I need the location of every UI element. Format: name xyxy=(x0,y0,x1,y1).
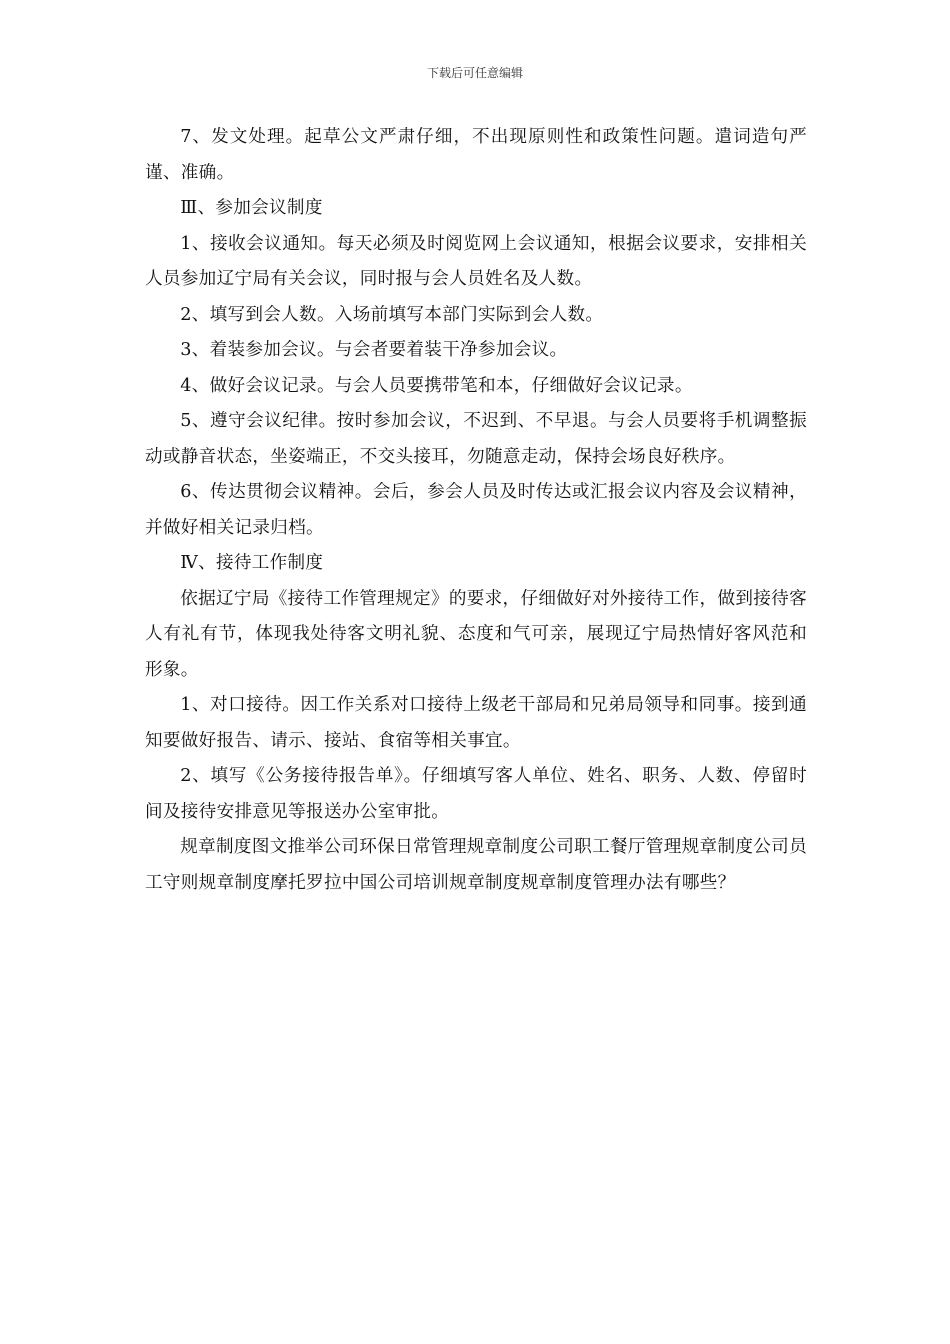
paragraph-reception-1: 1、对口接待。因工作关系对口接待上级老干部局和兄弟局领导和同事。接到通知要做好报告、请示、接站、食宿等相关事宜。 xyxy=(145,695,807,751)
paragraph-item-2: 2、填写到会人数。入场前填写本部门实际到会人数。 xyxy=(180,304,604,325)
section-heading-reception: Ⅳ、接待工作制度 xyxy=(180,553,324,573)
paragraph-item-6: 6、传达贯彻会议精神。会后，参会人员及时传达或汇报会议内容及会议精神，并做好相关记录归档。 xyxy=(145,482,807,538)
paragraph-item-3: 3、着装参加会议。与会者要着装干净参加会议。 xyxy=(180,340,568,360)
paragraph-item-7: 7、发文处理。起草公文严肃仔细，不出现原则性和政策性问题。遣词造句严谨、准确。 xyxy=(145,127,807,183)
section-heading-meetings: Ⅲ、参加会议制度 xyxy=(180,198,323,218)
paragraph-related-links: 规章制度图文推举公司环保日常管理规章制度公司职工餐厅管理规章制度公司员工守则规章制度摩托罗拉中国公司培训规章制度规章制度管理办法有哪些？ xyxy=(145,837,807,893)
paragraph-item-4: 4、做好会议记录。与会人员要携带笔和本，仔细做好会议记录。 xyxy=(180,375,693,396)
paragraph-reception-2: 2、填写《公务接待报告单》。仔细填写客人单位、姓名、职务、人数、停留时间及接待安排意见等报送办公室审批。 xyxy=(145,766,807,822)
paragraph-item-5: 5、遵守会议纪律。按时参加会议，不迟到、不早退。与会人员要将手机调整振动或静音状态，坐姿端正，不交头接耳，勿随意走动，保持会场良好秩序。 xyxy=(145,411,807,467)
paragraph-reception-intro: 依据辽宁局《接待工作管理规定》的要求，仔细做好对外接待工作，做到接待客人有礼有节，体现我处待客文明礼貌、态度和气可亲，展现辽宁局热情好客风范和形象。 xyxy=(145,588,807,680)
page-header: 下载后可任意编辑 xyxy=(426,66,523,80)
document-body xyxy=(145,120,807,901)
paragraph-item-1: 1、接收会议通知。每天必须及时阅览网上会议通知，根据会议要求，安排相关人员参加辽宁局有关会议，同时报与会人员姓名及人数。 xyxy=(145,233,807,289)
